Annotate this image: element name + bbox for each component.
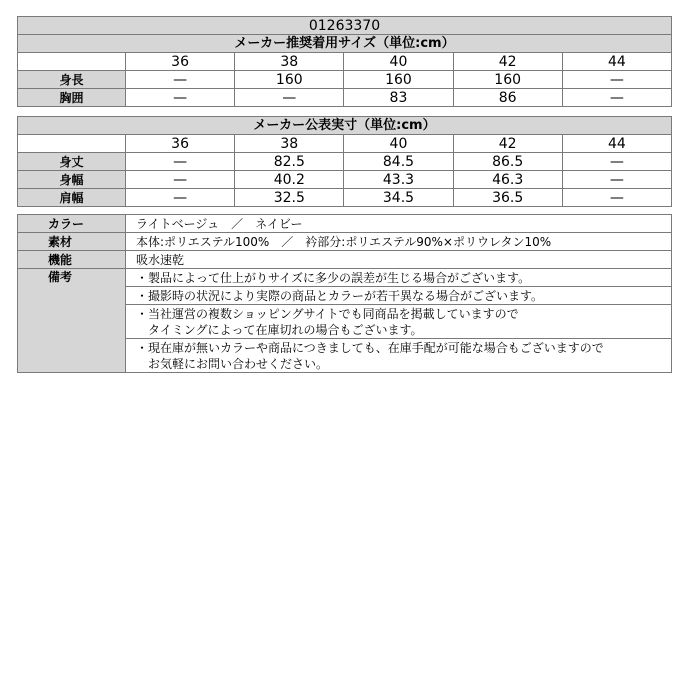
spec-row-function — [18, 251, 672, 269]
size-42: 42 — [453, 135, 562, 153]
material-value: 本体:ポリエステル100% ／ 衿部分:ポリエステル90%×ポリウレタン10% — [126, 233, 672, 251]
note-item — [126, 287, 672, 305]
row-label-shoulder: 肩幅 — [18, 189, 126, 207]
size-44: 44 — [562, 53, 671, 71]
table-row — [18, 71, 672, 89]
note-line: タイミングによって在庫切れの場合もございます。 — [136, 322, 423, 337]
table-cell: — — [126, 189, 235, 207]
recommended-size-table — [17, 16, 672, 107]
table-row — [18, 171, 672, 189]
measurement-table — [17, 116, 672, 207]
row-label-height: 身長 — [18, 71, 126, 89]
size-42: 42 — [453, 53, 562, 71]
size-38: 38 — [235, 135, 344, 153]
table-cell: 82.5 — [235, 153, 344, 171]
table-cell: — — [126, 153, 235, 171]
table-cell: — — [235, 89, 344, 107]
corner-cell — [18, 53, 126, 71]
table-cell: — — [126, 71, 235, 89]
size-36: 36 — [126, 135, 235, 153]
table-cell: — — [562, 71, 671, 89]
table-cell: 36.5 — [453, 189, 562, 207]
table-cell: 43.3 — [344, 171, 453, 189]
table-cell: 34.5 — [344, 189, 453, 207]
table-cell: — — [126, 171, 235, 189]
table-cell: — — [562, 171, 671, 189]
table-row — [18, 153, 672, 171]
note-line: ・現在庫が無いカラーや商品につきましても、在庫手配が可能な場合もございますので — [136, 340, 604, 355]
size-44: 44 — [562, 135, 671, 153]
table-cell: 86 — [453, 89, 562, 107]
table-cell: 160 — [235, 71, 344, 89]
function-label: 機能 — [18, 251, 126, 269]
size-header-row — [18, 53, 672, 71]
color-label: カラー — [18, 215, 126, 233]
corner-cell — [18, 135, 126, 153]
table-row — [18, 189, 672, 207]
table-cell: — — [562, 153, 671, 171]
row-label-width: 身幅 — [18, 171, 126, 189]
spec-row-color — [18, 215, 672, 233]
color-value: ライトベージュ ／ ネイビー — [126, 215, 672, 233]
note-item — [126, 339, 672, 373]
size-38: 38 — [235, 53, 344, 71]
size-40: 40 — [344, 135, 453, 153]
table-cell: — — [562, 89, 671, 107]
function-value: 吸水速乾 — [126, 251, 672, 269]
table-row — [18, 89, 672, 107]
material-label: 素材 — [18, 233, 126, 251]
size-40: 40 — [344, 53, 453, 71]
note-item — [126, 269, 672, 287]
note-line: ・当社運営の複数ショッピングサイトでも同商品を掲載していますので — [136, 306, 519, 321]
spec-row-notes-1 — [18, 269, 672, 287]
table-cell: — — [126, 89, 235, 107]
table-cell: 40.2 — [235, 171, 344, 189]
table-cell: — — [562, 189, 671, 207]
table-cell: 84.5 — [344, 153, 453, 171]
recommended-size-title: メーカー推奨着用サイズ（単位:cm） — [18, 35, 672, 53]
note-line: ・撮影時の状況により実際の商品とカラーが若干異なる場合がございます。 — [136, 288, 544, 303]
note-line: ・製品によって仕上がりサイズに多少の誤差が生じる場合がございます。 — [136, 270, 531, 285]
table-cell: 160 — [453, 71, 562, 89]
spec-row-material — [18, 233, 672, 251]
row-label-length: 身丈 — [18, 153, 126, 171]
table-cell: 86.5 — [453, 153, 562, 171]
table-cell: 83 — [344, 89, 453, 107]
table-cell: 160 — [344, 71, 453, 89]
table-cell: 46.3 — [453, 171, 562, 189]
notes-label: 備考 — [18, 269, 126, 373]
table-cell: 32.5 — [235, 189, 344, 207]
size-36: 36 — [126, 53, 235, 71]
product-code: 01263370 — [18, 17, 672, 35]
size-header-row — [18, 135, 672, 153]
spec-table — [17, 214, 672, 373]
note-line: お気軽にお問い合わせください。 — [136, 356, 329, 371]
measurement-title: メーカー公表実寸（単位:cm） — [18, 117, 672, 135]
row-label-chest: 胸囲 — [18, 89, 126, 107]
note-item — [126, 305, 672, 339]
